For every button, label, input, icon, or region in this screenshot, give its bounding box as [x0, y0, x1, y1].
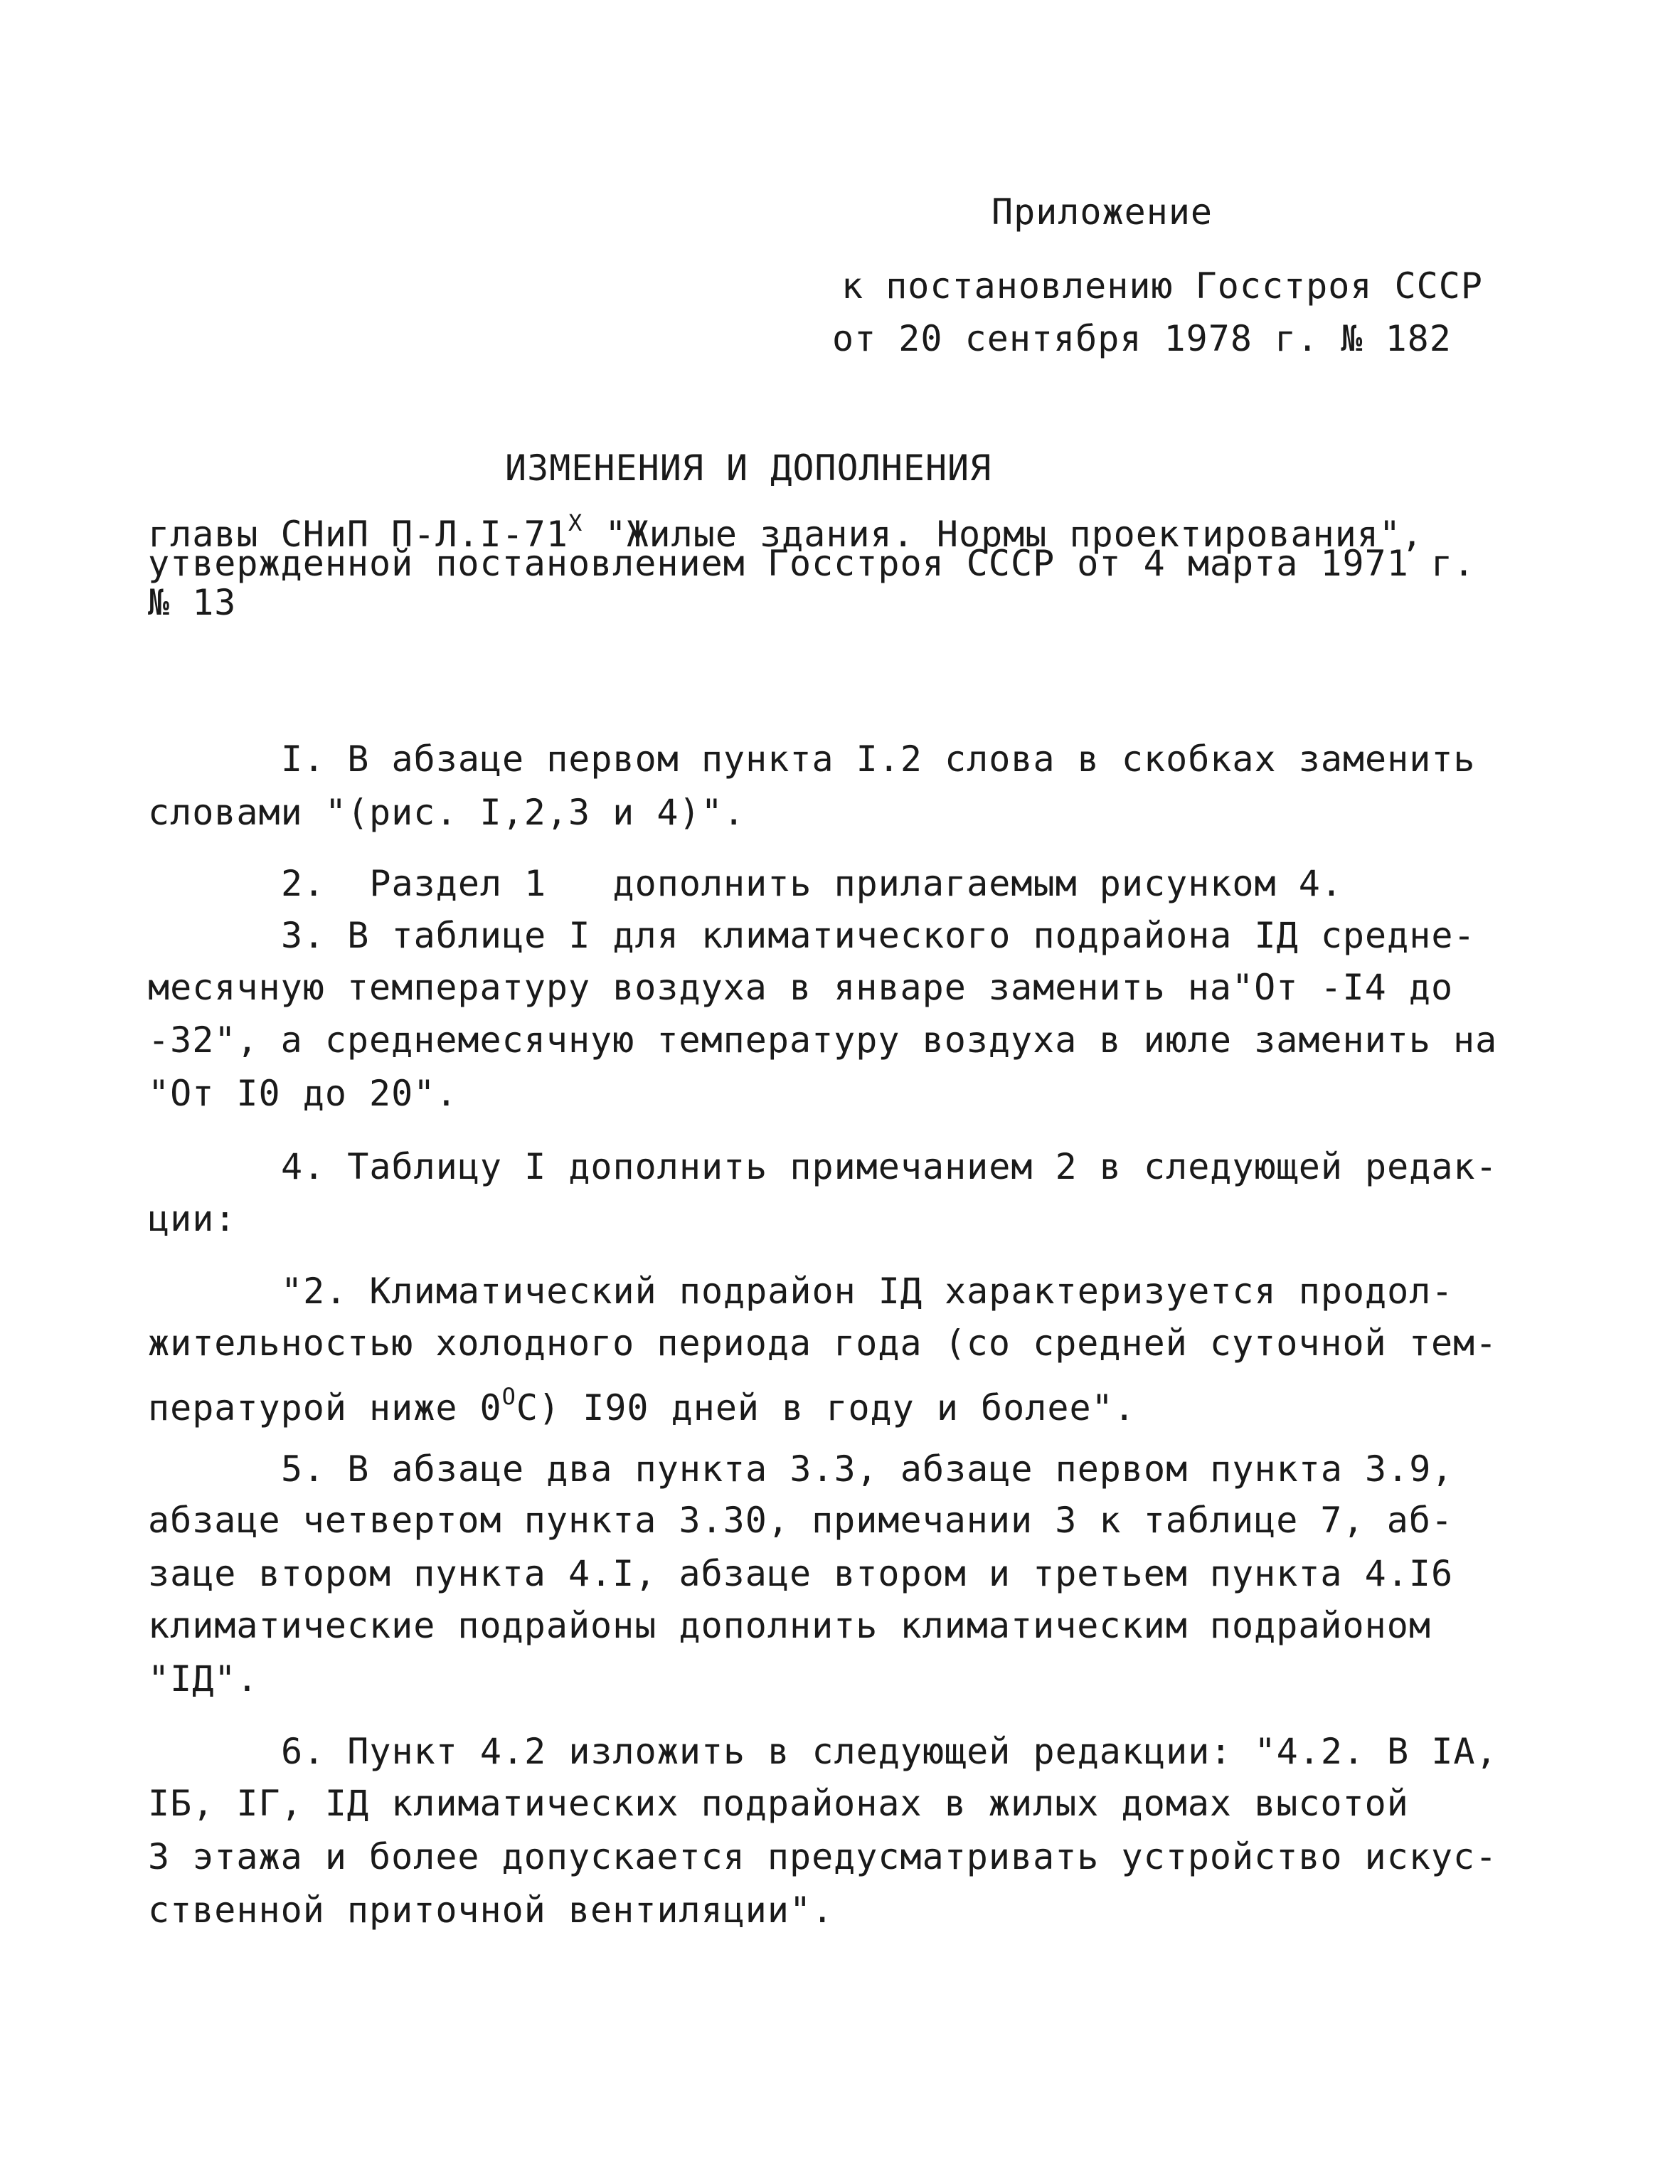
resolution-line-2: от 20 сентября 1978 г. № 182 [832, 318, 1452, 359]
item-3-line-1: 3. В таблице I для климатического подрайона IД средне- [281, 915, 1476, 956]
note-line-2: жительностью холодного периода года (со средней суточной тем- [148, 1322, 1498, 1364]
document-heading: ИЗМЕНЕНИЯ И ДОПОЛНЕНИЯ [505, 447, 992, 489]
note-line-1: "2. Климатический подрайон IД характеризуется продол- [281, 1271, 1454, 1312]
item-4-line-2: ции: [148, 1198, 237, 1239]
note-line-3-text: пературой ниже 0 [148, 1387, 502, 1428]
item-1-line-2: словами "(рис. I,2,3 и 4)". [148, 792, 745, 833]
item-6-line-3: 3 этажа и более допускается предусматривать устройство искус- [148, 1836, 1498, 1877]
item-5-line-3: заце втором пункта 4.I, абзаце втором и третьем пункта 4.I6 [148, 1553, 1454, 1594]
title-superscript: Х [568, 509, 583, 536]
item-5-line-1: 5. В абзаце два пункта 3.3, абзаце первом пункта 3.9, [281, 1448, 1454, 1490]
degree-superscript: О [501, 1383, 516, 1410]
item-5-line-2: абзаце четвертом пункта 3.30, примечании 3 к таблице 7, аб- [148, 1500, 1454, 1541]
resolution-line-1: к постановлению Госстроя СССР [841, 265, 1483, 307]
item-3-line-2: месячную температуру воздуха в январе заменить на"От -I4 до [148, 967, 1454, 1008]
note-line-3-rest: С) I90 дней в году и более". [516, 1387, 1136, 1428]
item-4-line-1: 4. Таблицу I дополнить примечанием 2 в следующей редак- [281, 1146, 1498, 1187]
item-1-line-1: I. В абзаце первом пункта I.2 слова в скобках заменить [281, 738, 1476, 780]
item-6-line-4: ственной приточной вентиляции". [148, 1889, 834, 1931]
item-5-line-5: "IД". [148, 1658, 259, 1700]
item-5-line-4: климатические подрайоны дополнить климатическим подрайоном [148, 1605, 1431, 1646]
item-3-line-3: -32", а среднемесячную температуру воздуха в июле заменить на [148, 1019, 1498, 1061]
item-6-line-1: 6. Пункт 4.2 изложить в следующей редакции: "4.2. В IА, [281, 1731, 1498, 1772]
title-line-3: № 13 [148, 582, 237, 623]
title-line-1-text: главы СНиП П-Л.I-71 [148, 514, 568, 555]
item-6-line-2: IБ, IГ, IД климатических подрайонах в жилых домах высотой [148, 1783, 1409, 1824]
appendix-label: Приложение [991, 191, 1213, 233]
title-line-1-rest: "Жилые здания. Нормы проектирования", [583, 514, 1424, 555]
title-line-2: утвержденной постановлением Госстроя СССР от 4 марта 1971 г. [148, 543, 1476, 584]
item-3-line-4: "От I0 до 20". [148, 1073, 458, 1114]
item-2-line-1: 2. Раздел 1 дополнить прилагаемым рисунком 4. [281, 863, 1343, 904]
note-line-3 [148, 1375, 1136, 1429]
